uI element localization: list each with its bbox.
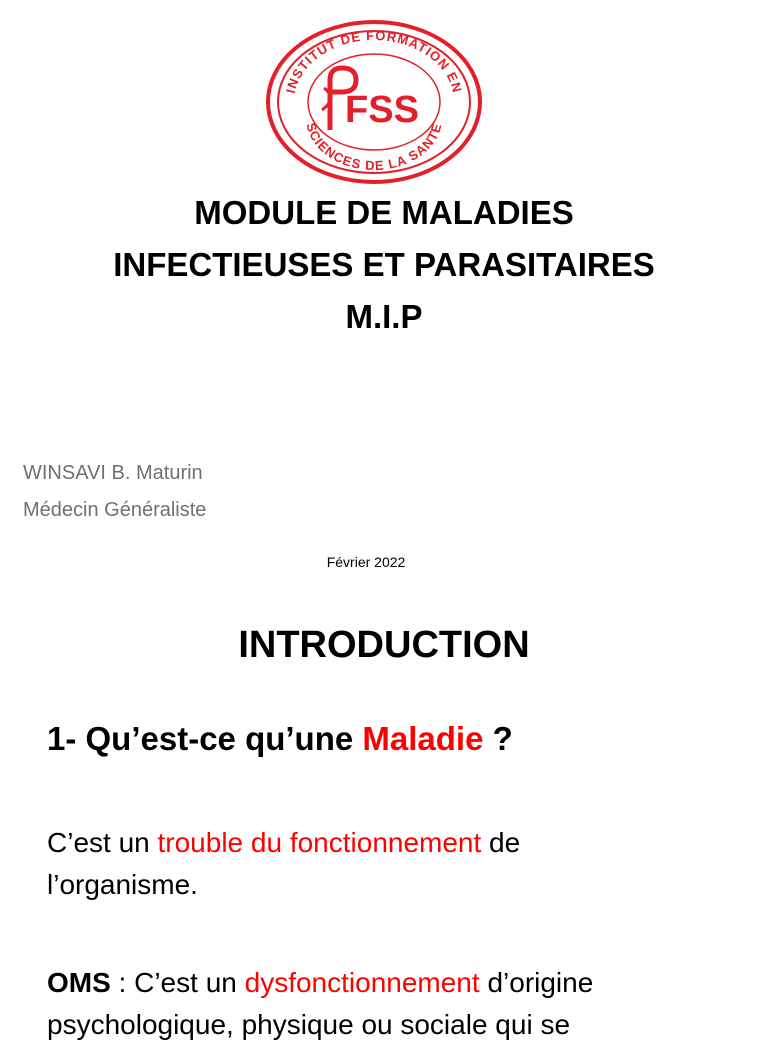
definition-highlight: trouble du fonctionnement bbox=[157, 827, 482, 858]
ifss-logo bbox=[264, 18, 484, 186]
definition-paragraph bbox=[47, 822, 747, 906]
oms-label: OMS bbox=[47, 967, 111, 998]
author-name: WINSAVI B. Maturin bbox=[23, 462, 203, 484]
question-highlight: Maladie bbox=[362, 720, 484, 757]
svg-text:FSS: FSS bbox=[345, 89, 419, 131]
svg-text:INSTITUT DE FORMATION EN: INSTITUT DE FORMATION EN bbox=[282, 27, 466, 95]
oms-text-1: : C’est un bbox=[110, 967, 245, 998]
question-heading bbox=[47, 720, 513, 758]
oms-paragraph bbox=[47, 962, 747, 1046]
introduction-heading: INTRODUCTION bbox=[238, 624, 530, 666]
presentation-date: Février 2022 bbox=[326, 554, 406, 570]
oms-text-2: d’origine bbox=[479, 967, 594, 998]
svg-text:SCIENCES DE LA SANTE: SCIENCES DE LA SANTE bbox=[303, 121, 445, 174]
definition-line-2: l’organisme. bbox=[47, 869, 198, 900]
title-line-1: MODULE DE MALADIES bbox=[194, 194, 574, 231]
oms-highlight: dysfonctionnement bbox=[244, 967, 480, 998]
author-role: Médecin Généraliste bbox=[23, 499, 207, 521]
definition-prefix: C’est un bbox=[47, 827, 158, 858]
question-suffix: ? bbox=[483, 720, 513, 757]
definition-suffix: de bbox=[481, 827, 521, 858]
oms-line-2: psychologique, physique ou sociale qui se bbox=[47, 1009, 571, 1040]
title-line-3: M.I.P bbox=[345, 298, 423, 335]
title-line-2: INFECTIEUSES ET PARASITAIRES bbox=[113, 246, 655, 283]
ifss-seal-icon bbox=[264, 18, 484, 186]
question-prefix: 1- Qu’est-ce qu’une bbox=[47, 720, 363, 757]
